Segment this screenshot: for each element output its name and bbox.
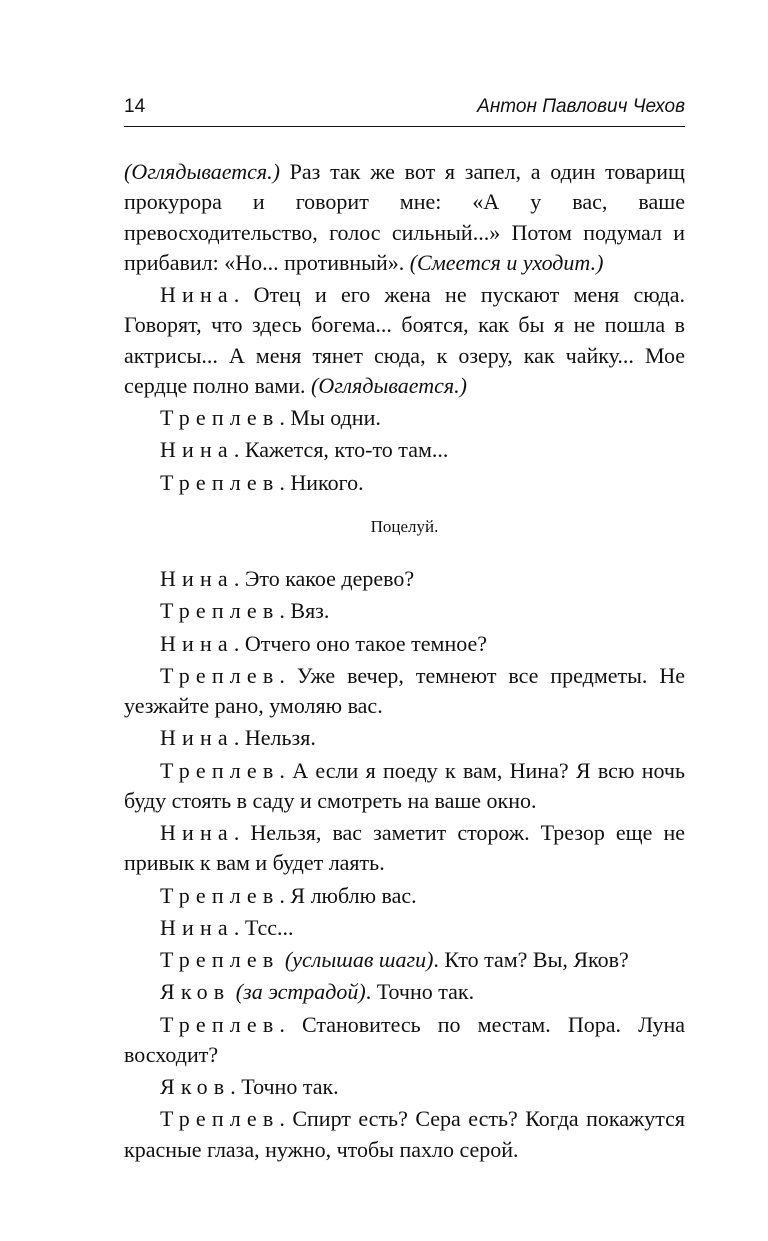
running-title: Антон Павлович Чехов (477, 96, 685, 117)
speaker-name: Нина (160, 820, 234, 845)
dialogue-line (124, 1010, 685, 1071)
dialogue-line (124, 945, 685, 975)
dialogue-line (124, 435, 685, 465)
speaker-name: Нина (160, 630, 234, 656)
dialogue-text: . Точно так. (230, 1074, 339, 1099)
dialogue-line (124, 913, 685, 943)
dialogue-text: . Спирт есть? Сера есть? Когда покажутся красные глаза, нужно, чтобы пахло серой. (124, 1106, 685, 1162)
dialogue-text: . А если я поеду к вам, Нина? Я всю ночь буду стоять в саду и смотреть на ваше окно. (124, 757, 685, 813)
dialogue-text: . Нельзя. (233, 725, 316, 751)
dialogue-text: . Никого. (279, 469, 364, 495)
stage-direction: (услышав шаги) (284, 947, 434, 972)
dialogue-text: . Уже вечер, темнеют все предметы. Не уезжайте рано, умоляю вас. (124, 662, 685, 718)
dialogue-line (124, 280, 685, 401)
dialogue-text: . Кто там? Вы, Яков? (433, 947, 629, 972)
stage-direction: (за эстрадой) (235, 979, 366, 1005)
stage-direction: (Смеется и уходит.) (409, 249, 604, 275)
page-header (124, 96, 685, 126)
stage-direction: (Оглядывается.) (124, 159, 280, 184)
dialogue-text: . Кажется, кто-то там... (233, 437, 449, 463)
speaker-name: Треплев (160, 1011, 280, 1037)
dialogue-line (124, 403, 685, 433)
dialogue-text: . Отчего оно такое темное? (233, 630, 488, 656)
dialogue-line (124, 1104, 685, 1165)
page-number: 14 (124, 96, 146, 117)
dialogue-text: . Отец и его жена не пускают меня сюда. Говорят, что здесь богема... боятся, как бы я не пошла в актрисы... А меня тянет сюда, к озеру, как чайку... Мое сердце полно вами. (124, 282, 685, 398)
dialogue-line (124, 468, 685, 498)
dialogue-line (124, 977, 685, 1007)
dialogue-text: . Это какое дерево? (233, 566, 415, 591)
speaker-name: Нина (160, 282, 234, 307)
speaker-name: Яков (160, 1074, 231, 1099)
page-body (124, 157, 685, 1167)
speaker-name: Нина (160, 725, 234, 751)
paragraph (124, 157, 685, 278)
header-rule (124, 126, 685, 127)
speaker-name: Нина (160, 914, 234, 940)
speaker-name: Треплев (160, 1106, 280, 1132)
dialogue-line (124, 661, 685, 722)
dialogue-line (124, 723, 685, 753)
speaker-name: Треплев (160, 469, 280, 495)
dialogue-text: . Тсс... (233, 914, 294, 940)
dialogue-text: . Становитесь по местам. Пора. Луна восходит? (124, 1011, 685, 1067)
speaker-name: Яков (160, 979, 231, 1005)
speaker-name: Треплев (160, 405, 280, 430)
dialogue-line (124, 564, 685, 594)
dialogue-text: . Мы одни. (279, 405, 381, 430)
dialogue-line (124, 756, 685, 817)
dialogue-text: Раз так же вот я запел, а один товарищ прокурора и говорит мне: «А у вас, ваше превосходительство, голос сильный...» Потом подумал и прибавил: «Но... противный». (124, 159, 685, 275)
dialogue-line (124, 1072, 685, 1102)
dialogue-line (124, 629, 685, 659)
speaker-name: Треплев (160, 757, 280, 783)
dialogue-line (124, 881, 685, 911)
stage-direction: (Оглядывается.) (311, 372, 467, 398)
dialogue-line (124, 818, 685, 879)
speaker-name: Треплев (160, 947, 280, 972)
dialogue-text: . Точно так. (365, 979, 475, 1005)
speaker-name: Треплев (160, 662, 280, 688)
dialogue-text: . Нельзя, вас заметит сторож. Трезор еще не привык к вам и будет лаять. (124, 820, 685, 876)
speaker-name: Нина (160, 566, 234, 591)
speaker-name: Треплев (160, 882, 280, 908)
dialogue-line (124, 596, 685, 626)
speaker-name: Нина (160, 437, 234, 463)
dialogue-text: . Вяз. (279, 598, 330, 624)
speaker-name: Треплев (160, 598, 280, 624)
stage-direction-centered: Поцелуй. (370, 516, 439, 536)
dialogue-text: . Я люблю вас. (279, 882, 417, 908)
